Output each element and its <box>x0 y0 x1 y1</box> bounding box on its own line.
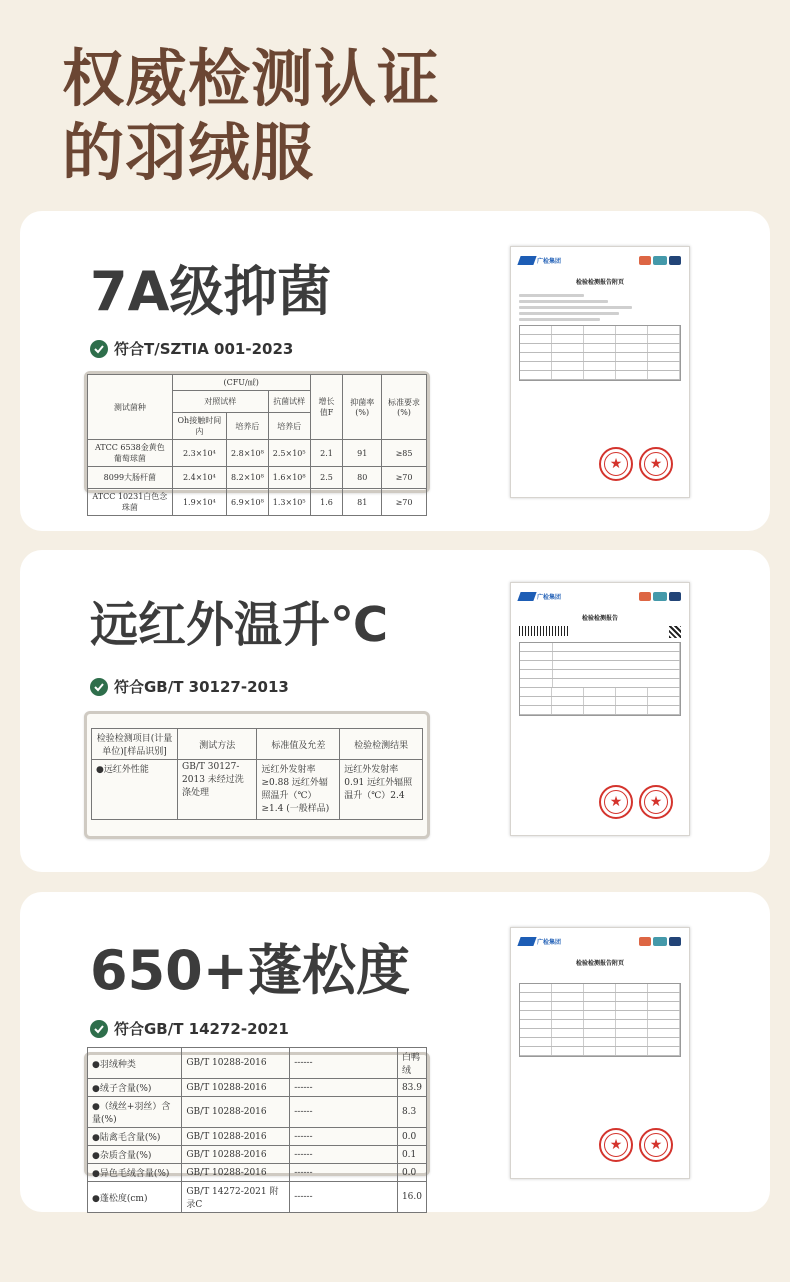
standard-text: 符合GB/T 30127-2013 <box>114 678 289 696</box>
cell: ------ <box>290 1146 398 1164</box>
cell: 1.9×10⁴ <box>172 489 226 516</box>
brand-name: 广检集团 <box>537 257 562 265</box>
standard-line <box>90 338 293 359</box>
cell: GB/T 14272-2021 附录C <box>182 1182 290 1213</box>
th-growth: 增长值F <box>310 375 343 440</box>
table-row <box>88 1048 427 1079</box>
table-row <box>88 1182 427 1213</box>
cell: ●（绒丝+羽丝）含量(%) <box>88 1097 182 1128</box>
cell: 81 <box>343 489 382 516</box>
cell: GB/T 10288-2016 <box>182 1048 290 1079</box>
table-row <box>88 1164 427 1182</box>
th-antibacterial: 抗菌试样 <box>268 391 310 413</box>
table-row <box>88 467 427 489</box>
th-culture2: 培养后 <box>268 413 310 440</box>
report-image <box>510 246 690 498</box>
cell: GB/T 10288-2016 <box>182 1164 290 1182</box>
accreditation-logos <box>639 937 681 946</box>
th-culture1: 培养后 <box>226 413 268 440</box>
cell: 远红外发射率 ≥0.88 远红外辐照温升（℃）≥1.4 (一般样品) <box>257 760 340 820</box>
down-table <box>84 1052 430 1210</box>
headline-line2: 的羽绒服 <box>62 116 315 189</box>
standard-line <box>90 676 289 697</box>
th-method: 测试方法 <box>178 729 257 760</box>
cell: 0.1 <box>397 1146 426 1164</box>
cell: 2.4×10⁴ <box>172 467 226 489</box>
cell: 2.5×10⁵ <box>268 440 310 467</box>
headline-line1: 权威检测认证 <box>62 42 441 115</box>
headline <box>62 42 440 190</box>
cell: GB/T 10288-2016 <box>182 1097 290 1128</box>
table-row <box>88 440 427 467</box>
cell: 远红外发射率 0.91 远红外辐照温升（℃）2.4 <box>340 760 423 820</box>
cell: ≥85 <box>382 440 427 467</box>
brand-logo <box>519 937 561 946</box>
stamp-icon: ★ <box>599 785 633 819</box>
table-row <box>88 1146 427 1164</box>
th-result: 检验检测结果 <box>340 729 423 760</box>
report-image <box>510 927 690 1179</box>
th-rate: 抑菌率(%) <box>343 375 382 440</box>
report-title: 检验检测报告 <box>581 615 618 622</box>
th-standard: 标准值及允差 <box>257 729 340 760</box>
cell: 0.0 <box>397 1128 426 1146</box>
cell: ●蓬松度(cm) <box>88 1182 182 1213</box>
cell: 2.8×10⁸ <box>226 440 268 467</box>
card-far-infrared <box>20 550 770 872</box>
stamp-icon: ★ <box>639 447 673 481</box>
qr-icon <box>669 626 681 638</box>
cell: 8.3 <box>397 1097 426 1128</box>
cell: 91 <box>343 440 382 467</box>
check-icon <box>90 678 108 696</box>
brand-name: 广检集团 <box>537 938 562 946</box>
card-antibacterial <box>20 211 770 531</box>
cell: ≥70 <box>382 467 427 489</box>
cell: ------ <box>290 1182 398 1213</box>
table-row <box>92 760 423 820</box>
cell: ------ <box>290 1097 398 1128</box>
standard-text: 符合GB/T 14272-2021 <box>114 1020 289 1038</box>
table-row <box>88 1097 427 1128</box>
table-row <box>88 1079 427 1097</box>
th-cfu: (CFU/㎖) <box>172 375 310 391</box>
th-control: 对照试样 <box>172 391 268 413</box>
table-row <box>88 489 427 516</box>
cell: ATCC 6538金黄色葡萄球菌 <box>88 440 173 467</box>
cell: 16.0 <box>397 1182 426 1213</box>
th-contact: Oh接触时间内 <box>172 413 226 440</box>
stamp-icon: ★ <box>599 447 633 481</box>
barcode-icon <box>519 626 569 636</box>
standard-line <box>90 1018 289 1039</box>
cell: ●异色毛绒含量(%) <box>88 1164 182 1182</box>
card-loft <box>20 892 770 1212</box>
antibacterial-table <box>84 371 430 512</box>
th-item: 检验检测项目(计量单位)[样品识别] <box>92 729 178 760</box>
cell: ATCC 10231白色念珠菌 <box>88 489 173 516</box>
check-icon <box>90 1020 108 1038</box>
cell: ------ <box>290 1164 398 1182</box>
th-standard: 标准要求(%) <box>382 375 427 440</box>
cell: 83.9 <box>397 1079 426 1097</box>
th-strain: 测试菌种 <box>88 375 173 440</box>
cell: ------ <box>290 1128 398 1146</box>
report-image <box>510 582 690 836</box>
cell: ●羽绒种类 <box>88 1048 182 1079</box>
cell: GB/T 10288-2016 <box>182 1146 290 1164</box>
cell: 1.3×10⁵ <box>268 489 310 516</box>
cell: ------ <box>290 1048 398 1079</box>
card-title: 7A级抑菌 <box>90 260 332 323</box>
cell: 8099大肠杆菌 <box>88 467 173 489</box>
cell: GB/T 10288-2016 <box>182 1079 290 1097</box>
cell: 8.2×10⁸ <box>226 467 268 489</box>
stamp-icon: ★ <box>639 785 673 819</box>
cell: ●绒子含量(%) <box>88 1079 182 1097</box>
cell: 2.3×10⁴ <box>172 440 226 467</box>
report-title: 检验检测报告附页 <box>575 960 624 967</box>
cell: 1.6×10⁸ <box>268 467 310 489</box>
cell: 2.5 <box>310 467 343 489</box>
table-row <box>88 1128 427 1146</box>
card-title: 远红外温升℃ <box>90 597 389 653</box>
stamp-icon: ★ <box>639 1128 673 1162</box>
cell: GB/T 10288-2016 <box>182 1128 290 1146</box>
accreditation-logos <box>639 592 681 601</box>
cell: 白鸭绒 <box>397 1048 426 1079</box>
report-title: 检验检测报告附页 <box>575 279 624 286</box>
accreditation-logos <box>639 256 681 265</box>
cell: 1.6 <box>310 489 343 516</box>
cell: GB/T 30127-2013 未经过洗涤处理 <box>178 760 257 820</box>
cell: 6.9×10⁸ <box>226 489 268 516</box>
cell: ●杂质含量(%) <box>88 1146 182 1164</box>
brand-logo <box>519 256 561 265</box>
cell: 0.0 <box>397 1164 426 1182</box>
check-icon <box>90 340 108 358</box>
card-title: 650+蓬松度 <box>90 939 410 1002</box>
brand-logo <box>519 592 561 601</box>
cell: ≥70 <box>382 489 427 516</box>
cell: ●远红外性能 <box>92 760 178 820</box>
far-infrared-table <box>84 711 430 839</box>
standard-text: 符合T/SZTIA 001-2023 <box>114 340 294 358</box>
cell: ●陆禽毛含量(%) <box>88 1128 182 1146</box>
cell: 80 <box>343 467 382 489</box>
brand-name: 广检集团 <box>537 593 562 601</box>
cell: ------ <box>290 1079 398 1097</box>
stamp-icon: ★ <box>599 1128 633 1162</box>
cell: 2.1 <box>310 440 343 467</box>
